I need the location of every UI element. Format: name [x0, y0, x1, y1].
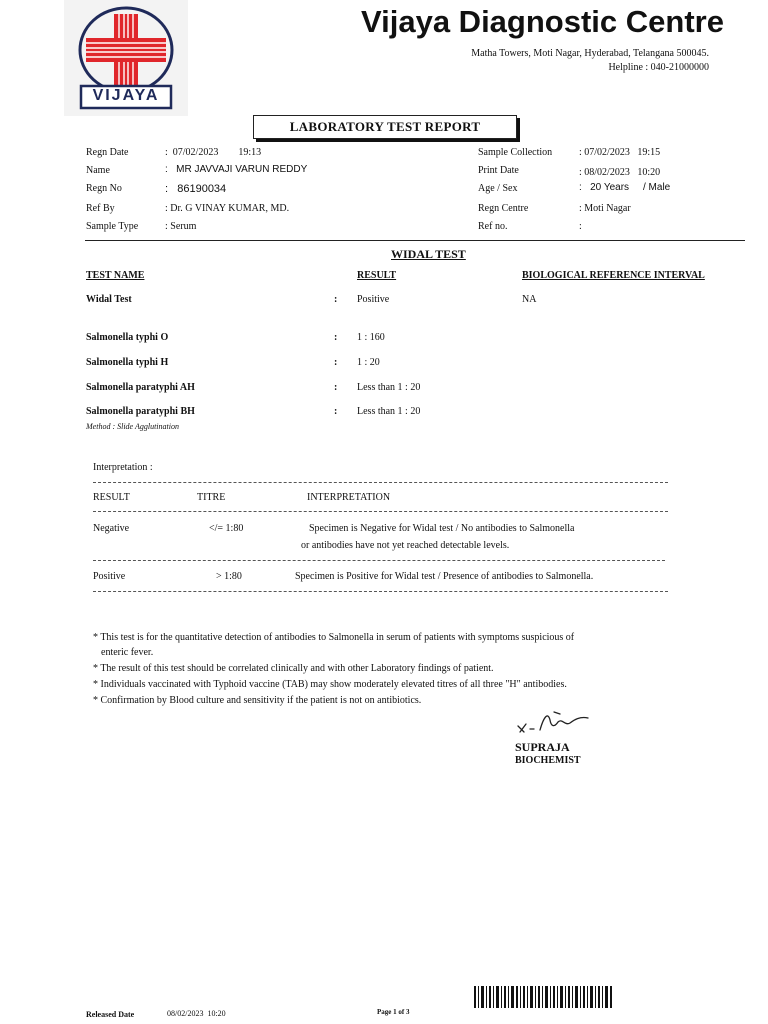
interp-col-result: RESULT [93, 492, 130, 503]
released-label: Released Date [86, 1010, 135, 1019]
signatory-title: BIOCHEMIST [515, 755, 581, 766]
regn-no-value: : 86190034 [165, 183, 227, 195]
row-result: Positive [357, 294, 390, 305]
row-name: Widal Test [86, 294, 132, 305]
header-divider [85, 240, 745, 241]
row-colon: : [334, 406, 338, 417]
age-sex-label: Age / Sex [478, 183, 518, 194]
helpline: Helpline : 040-21000000 [608, 62, 709, 73]
logo-text: VIJAYA [92, 87, 160, 104]
interp-col-interpretation: INTERPRETATION [307, 492, 391, 503]
sex-value: / Male [643, 182, 671, 193]
row-interval: NA [522, 294, 537, 305]
note: * Individuals vaccinated with Typhoid vaccine (TAB) may show moderately elevated titres of all three "H" antibodies. [93, 679, 567, 690]
row-name: Salmonella typhi O [86, 332, 169, 343]
sample-collection-label: Sample Collection [478, 147, 553, 158]
dashed-divider [93, 591, 668, 592]
note: * This test is for the quantitative detection of antibodies to Salmonella in serum of patients with symptoms suspicious of [93, 632, 575, 643]
company-name: Vijaya Diagnostic Centre [361, 4, 724, 39]
col-result: RESULT [357, 270, 397, 281]
regn-date-value: : 07/02/2023 19:13 [165, 147, 262, 158]
name-value: : MR JAVVAJI VARUN REDDY [165, 164, 308, 175]
note: * Confirmation by Blood culture and sensitivity if the patient is not on antibiotics. [93, 695, 422, 706]
company-address: Matha Towers, Moti Nagar, Hyderabad, Telangana 500045. [471, 48, 709, 59]
negative-text: Specimen is Negative for Widal test / No antibodies to Salmonella [309, 523, 575, 534]
positive-titre: > 1:80 [216, 571, 242, 582]
col-test-name: TEST NAME [86, 270, 145, 281]
test-title: WIDAL TEST [391, 247, 466, 261]
ref-no-label: Ref no. [478, 221, 508, 232]
dashed-divider [93, 560, 665, 561]
row-result: 1 : 160 [357, 332, 385, 343]
col-interval: BIOLOGICAL REFERENCE INTERVAL [522, 270, 705, 281]
row-result: Less than 1 : 20 [357, 406, 421, 417]
row-result: Less than 1 : 20 [357, 382, 421, 393]
note: * The result of this test should be correlated clinically and with other Laboratory findings of patient. [93, 663, 494, 674]
row-name: Salmonella paratyphi AH [86, 382, 195, 393]
name-label: Name [86, 165, 110, 176]
row-colon: : [334, 382, 338, 393]
row-result: 1 : 20 [357, 357, 380, 368]
ref-by-label: Ref By [86, 203, 115, 214]
sample-type-value: : Serum [165, 221, 197, 232]
print-date-label: Print Date [478, 165, 519, 176]
row-colon: : [334, 294, 338, 305]
negative-text-cont: or antibodies have not yet reached detectable levels. [301, 540, 510, 551]
dashed-divider [93, 511, 668, 512]
positive-text: Specimen is Positive for Widal test / Presence of antibodies to Salmonella. [295, 571, 594, 582]
note-cont: enteric fever. [101, 647, 154, 658]
ref-no-value: : [579, 221, 582, 232]
age-value: : 20 Years [579, 182, 630, 193]
negative-titre: </= 1:80 [209, 523, 244, 534]
barcode-icon [474, 986, 614, 1010]
row-name: Salmonella typhi H [86, 357, 169, 368]
logo [64, 0, 188, 116]
regn-no-label: Regn No [86, 183, 122, 194]
regn-centre-value: : Moti Nagar [579, 203, 631, 214]
page-number: Page 1 of 3 [377, 1008, 410, 1016]
interp-col-titre: TITRE [197, 492, 226, 503]
regn-centre-label: Regn Centre [478, 203, 529, 214]
dashed-divider [93, 482, 668, 483]
signatory-name: SUPRAJA [515, 740, 570, 754]
regn-date-label: Regn Date [86, 147, 129, 158]
report-title: LABORATORY TEST REPORT [253, 115, 517, 139]
row-colon: : [334, 357, 338, 368]
row-colon: : [334, 332, 338, 343]
method-note: Method : Slide Agglutination [86, 422, 179, 431]
print-date-value: : 08/02/2023 10:20 [579, 167, 661, 178]
negative-label: Negative [93, 523, 130, 534]
signature-icon [510, 706, 600, 740]
released-date: 08/02/2023 10:20 [167, 1009, 226, 1018]
sample-type-label: Sample Type [86, 221, 139, 232]
sample-collection-value: : 07/02/2023 19:15 [579, 147, 661, 158]
interpretation-label: Interpretation : [93, 462, 153, 473]
ref-by-value: : Dr. G VINAY KUMAR, MD. [165, 203, 290, 214]
positive-label: Positive [93, 571, 126, 582]
row-name: Salmonella paratyphi BH [86, 406, 195, 417]
